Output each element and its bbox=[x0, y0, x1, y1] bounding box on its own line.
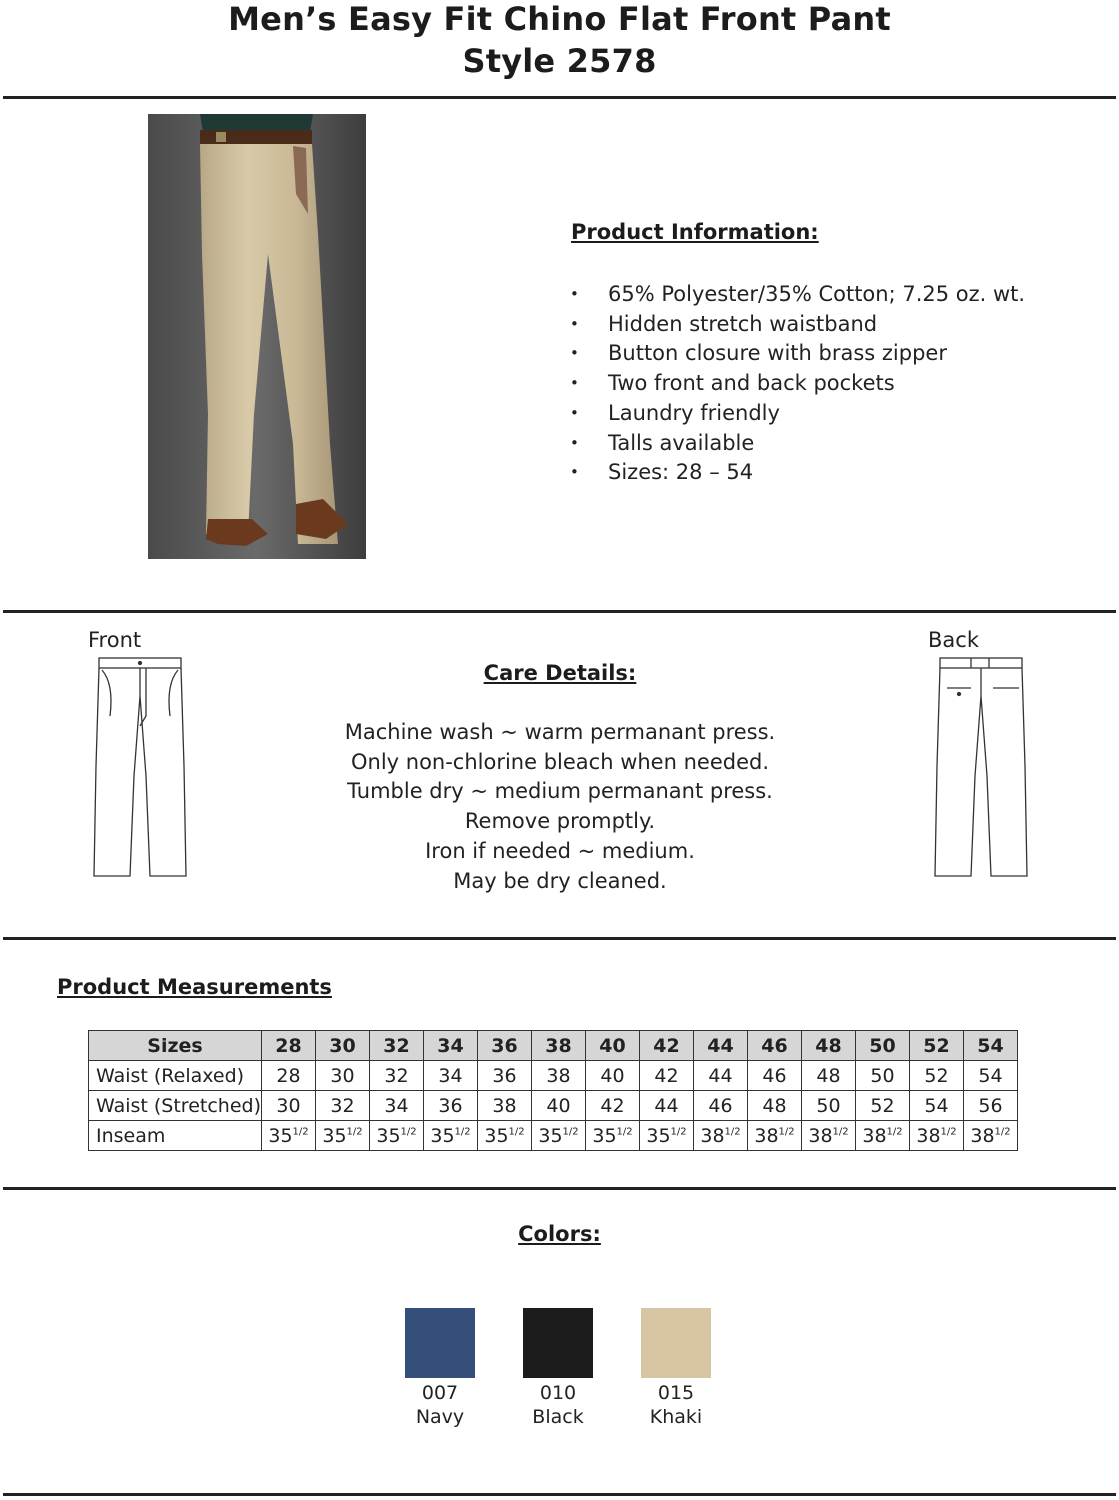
table-cell bbox=[424, 1121, 478, 1151]
table-cell bbox=[910, 1121, 964, 1151]
table-cell: 34 bbox=[424, 1061, 478, 1091]
table-cell: 46 bbox=[694, 1091, 748, 1121]
table-cell: 46 bbox=[748, 1061, 802, 1091]
color-name: Khaki bbox=[649, 1406, 703, 1428]
row-label: Waist (Stretched) bbox=[89, 1091, 262, 1121]
table-cell: 40 bbox=[532, 1091, 586, 1121]
divider bbox=[3, 1187, 1116, 1190]
size-header-cell: 40 bbox=[586, 1031, 640, 1061]
table-cell bbox=[802, 1121, 856, 1151]
care-line: Iron if needed ~ medium. bbox=[425, 838, 695, 863]
inseam-fraction: 1/2 bbox=[940, 1126, 957, 1138]
inseam-whole: 38 bbox=[754, 1124, 779, 1147]
table-row bbox=[89, 1091, 1018, 1121]
table-cell: 56 bbox=[964, 1091, 1018, 1121]
product-info-heading: Product Information: bbox=[571, 220, 819, 244]
row-label: Inseam bbox=[89, 1121, 262, 1151]
style-number: Style 2578 bbox=[462, 42, 657, 80]
feature-item: • Laundry friendly bbox=[570, 399, 1025, 429]
care-heading: Care Details: bbox=[483, 661, 637, 685]
inseam-fraction: 1/2 bbox=[562, 1126, 579, 1138]
color-swatch-navy bbox=[405, 1308, 475, 1378]
back-pant-diagram bbox=[933, 656, 1029, 878]
inseam-whole: 35 bbox=[322, 1124, 347, 1147]
inseam-fraction: 1/2 bbox=[886, 1126, 903, 1138]
table-cell bbox=[640, 1121, 694, 1151]
size-header-cell: 54 bbox=[964, 1031, 1018, 1061]
size-header-cell: 50 bbox=[856, 1031, 910, 1061]
feature-list bbox=[570, 280, 1025, 488]
product-photo bbox=[148, 114, 366, 559]
table-cell: 52 bbox=[910, 1061, 964, 1091]
inseam-whole: 38 bbox=[916, 1124, 941, 1147]
color-code: 007 bbox=[421, 1382, 459, 1404]
inseam-whole: 35 bbox=[646, 1124, 671, 1147]
table-cell: 48 bbox=[748, 1091, 802, 1121]
color-name: Black bbox=[532, 1406, 584, 1428]
inseam-fraction: 1/2 bbox=[670, 1126, 687, 1138]
table-cell: 50 bbox=[802, 1091, 856, 1121]
size-header-cell: 48 bbox=[802, 1031, 856, 1061]
table-cell: 32 bbox=[370, 1061, 424, 1091]
inseam-whole: 35 bbox=[430, 1124, 455, 1147]
measurements-heading: Product Measurements bbox=[57, 975, 332, 999]
front-pant-diagram bbox=[92, 656, 188, 878]
color-swatch-black bbox=[523, 1308, 593, 1378]
table-cell: 32 bbox=[316, 1091, 370, 1121]
size-header-cell: 30 bbox=[316, 1031, 370, 1061]
inseam-whole: 35 bbox=[376, 1124, 401, 1147]
table-cell: 50 bbox=[856, 1061, 910, 1091]
inseam-fraction: 1/2 bbox=[400, 1126, 417, 1138]
table-cell: 34 bbox=[370, 1091, 424, 1121]
table-cell bbox=[532, 1121, 586, 1151]
table-cell bbox=[856, 1121, 910, 1151]
table-cell: 40 bbox=[586, 1061, 640, 1091]
feature-item: • Button closure with brass zipper bbox=[570, 339, 1025, 369]
inseam-fraction: 1/2 bbox=[292, 1126, 309, 1138]
size-header-cell: 28 bbox=[262, 1031, 316, 1061]
inseam-whole: 35 bbox=[592, 1124, 617, 1147]
table-cell: 42 bbox=[640, 1061, 694, 1091]
table-row bbox=[89, 1121, 1018, 1151]
inseam-whole: 38 bbox=[970, 1124, 995, 1147]
measurements-table bbox=[88, 1030, 1018, 1151]
inseam-whole: 38 bbox=[700, 1124, 725, 1147]
color-name: Navy bbox=[415, 1406, 465, 1428]
table-cell bbox=[478, 1121, 532, 1151]
table-cell bbox=[316, 1121, 370, 1151]
table-cell: 52 bbox=[856, 1091, 910, 1121]
size-header-cell: 36 bbox=[478, 1031, 532, 1061]
table-cell: 28 bbox=[262, 1061, 316, 1091]
feature-item: • Two front and back pockets bbox=[570, 369, 1025, 399]
size-header-cell: 52 bbox=[910, 1031, 964, 1061]
row-label: Waist (Relaxed) bbox=[89, 1061, 262, 1091]
divider bbox=[3, 1493, 1116, 1496]
divider bbox=[3, 937, 1116, 940]
inseam-fraction: 1/2 bbox=[778, 1126, 795, 1138]
inseam-whole: 38 bbox=[808, 1124, 833, 1147]
table-row bbox=[89, 1061, 1018, 1091]
size-header-cell: 46 bbox=[748, 1031, 802, 1061]
table-cell bbox=[370, 1121, 424, 1151]
back-label: Back bbox=[928, 628, 979, 652]
table-cell bbox=[586, 1121, 640, 1151]
color-swatch-khaki bbox=[641, 1308, 711, 1378]
table-cell: 36 bbox=[478, 1061, 532, 1091]
inseam-fraction: 1/2 bbox=[616, 1126, 633, 1138]
care-line: Machine wash ~ warm permanant press. bbox=[344, 720, 776, 744]
care-instructions bbox=[330, 718, 790, 896]
inseam-fraction: 1/2 bbox=[454, 1126, 471, 1138]
size-header-cell: 34 bbox=[424, 1031, 478, 1061]
care-line: May be dry cleaned. bbox=[453, 868, 667, 893]
inseam-fraction: 1/2 bbox=[508, 1126, 525, 1138]
table-cell: 30 bbox=[316, 1061, 370, 1091]
inseam-whole: 38 bbox=[862, 1124, 887, 1147]
table-cell: 36 bbox=[424, 1091, 478, 1121]
color-code: 015 bbox=[657, 1382, 695, 1404]
feature-item: • Talls available bbox=[570, 429, 1025, 459]
table-cell bbox=[748, 1121, 802, 1151]
colors-heading: Colors: bbox=[518, 1222, 601, 1246]
table-cell bbox=[694, 1121, 748, 1151]
feature-item: • 65% Polyester/35% Cotton; 7.25 oz. wt. bbox=[570, 280, 1025, 310]
inseam-whole: 35 bbox=[538, 1124, 563, 1147]
table-cell bbox=[262, 1121, 316, 1151]
size-header-cell: 42 bbox=[640, 1031, 694, 1061]
divider bbox=[3, 610, 1116, 613]
table-cell: 44 bbox=[640, 1091, 694, 1121]
feature-item: • Sizes: 28 – 54 bbox=[570, 458, 1025, 488]
table-cell: 42 bbox=[586, 1091, 640, 1121]
table-cell: 54 bbox=[910, 1091, 964, 1121]
inseam-fraction: 1/2 bbox=[832, 1126, 849, 1138]
table-cell: 48 bbox=[802, 1061, 856, 1091]
size-header-cell: 44 bbox=[694, 1031, 748, 1061]
divider bbox=[3, 96, 1116, 99]
page-title: Men’s Easy Fit Chino Flat Front Pant bbox=[228, 0, 891, 38]
inseam-fraction: 1/2 bbox=[346, 1126, 363, 1138]
table-cell bbox=[964, 1121, 1018, 1151]
size-header-cell: 38 bbox=[532, 1031, 586, 1061]
front-label: Front bbox=[88, 628, 142, 652]
inseam-fraction: 1/2 bbox=[994, 1126, 1011, 1138]
table-cell: 30 bbox=[262, 1091, 316, 1121]
table-header-row bbox=[89, 1031, 1018, 1061]
color-code: 010 bbox=[539, 1382, 577, 1404]
inseam-whole: 35 bbox=[484, 1124, 509, 1147]
table-cell: 38 bbox=[532, 1061, 586, 1091]
care-line: Only non-chlorine bleach when needed. bbox=[350, 749, 769, 774]
inseam-whole: 35 bbox=[268, 1124, 293, 1147]
care-line: Remove promptly. bbox=[464, 809, 656, 834]
table-cell: 44 bbox=[694, 1061, 748, 1091]
table-cell: 38 bbox=[478, 1091, 532, 1121]
table-cell: 54 bbox=[964, 1061, 1018, 1091]
inseam-fraction: 1/2 bbox=[724, 1126, 741, 1138]
size-header-cell: 32 bbox=[370, 1031, 424, 1061]
care-line: Tumble dry ~ medium permanant press. bbox=[347, 779, 773, 804]
sizes-header: Sizes bbox=[89, 1031, 262, 1061]
feature-item: • Hidden stretch waistband bbox=[570, 310, 1025, 340]
